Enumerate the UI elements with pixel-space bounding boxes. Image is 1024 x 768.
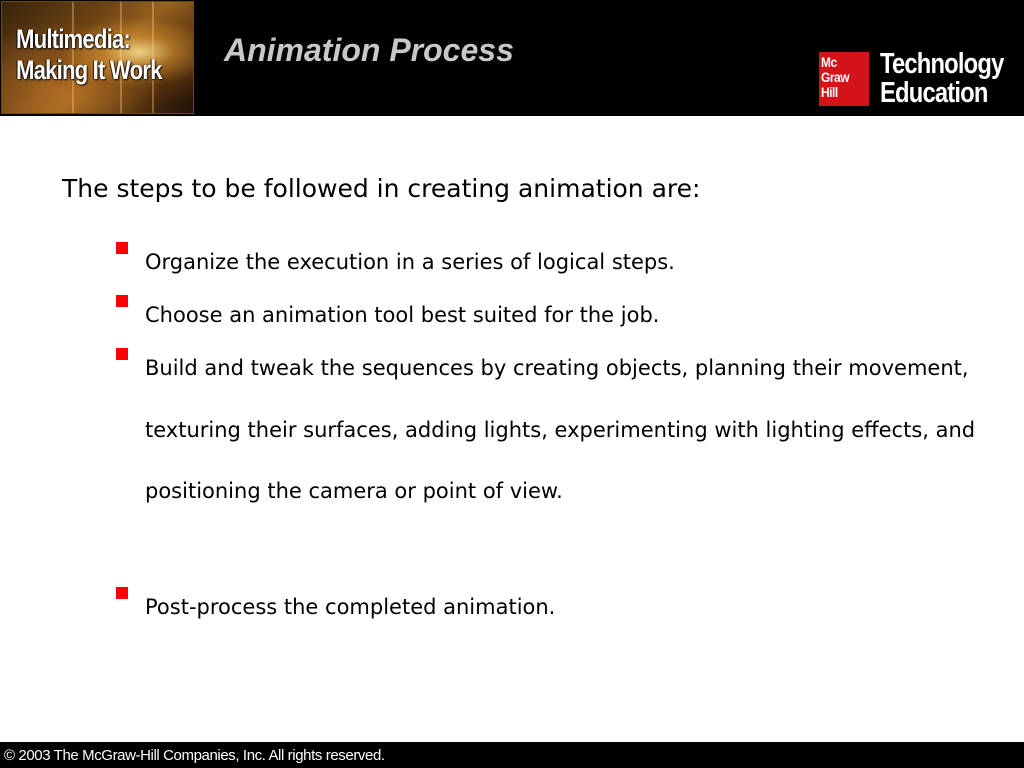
mcgraw-hill-logo-mark: [819, 52, 869, 106]
list-item-text: Post-process the completed animation.: [145, 595, 556, 619]
list-item: [114, 338, 984, 591]
square-bullet-icon: [116, 587, 128, 599]
publisher-name: [880, 50, 1003, 108]
slide-title: Animation Process: [224, 32, 514, 68]
publisher-name-line1: Technology: [880, 48, 1004, 80]
logo-mark-line: Mc: [821, 54, 837, 70]
square-bullet-icon: [116, 348, 128, 360]
book-logo-line2: Making It Work: [16, 55, 162, 85]
book-cover-logo: [1, 1, 194, 114]
list-item-text: Organize the execution in a series of logical steps.: [145, 250, 675, 274]
slide-footer: [0, 742, 1024, 768]
list-item-text: Build and tweak the sequences by creating objects, planning their movement, texturing their surfaces, adding lights, experimenting with lighting effects, and positioning the camera or point of view.: [145, 356, 976, 503]
copyright-notice: © 2003 The McGraw-Hill Companies, Inc. All rights reserved.: [4, 747, 385, 764]
publisher-name-line2: Education: [880, 77, 988, 109]
square-bullet-icon: [116, 295, 128, 307]
logo-mark-line: Hill: [821, 84, 838, 100]
square-bullet-icon: [116, 242, 128, 254]
logo-mark-line: Graw: [821, 69, 850, 85]
book-logo-line1: Multimedia:: [16, 24, 130, 54]
list-item: [114, 577, 984, 637]
bullet-list: [114, 246, 984, 637]
intro-text: The steps to be followed in creating animation are:: [62, 174, 701, 203]
slide-header: [0, 0, 1024, 116]
list-item-text: Choose an animation tool best suited for the job.: [145, 303, 660, 327]
